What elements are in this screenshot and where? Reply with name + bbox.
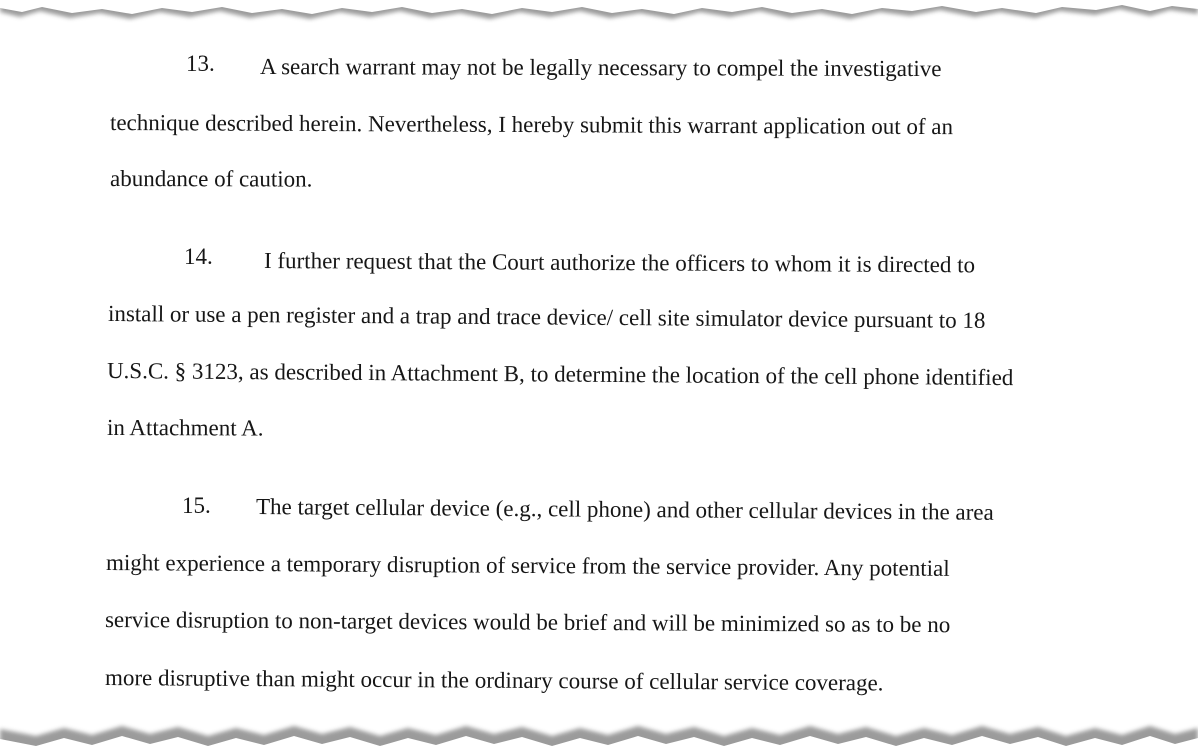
paragraph-line: might experience a temporary disruption of service from the service provider. Any potential (105, 550, 950, 581)
paragraph-line: abundance of caution. (109, 166, 313, 192)
paragraph-number: 14. (184, 244, 213, 269)
paragraph-line: I further request that the Court authorize the officers to whom it is directed to (263, 248, 976, 278)
paragraph-line: U.S.C. § 3123, as described in Attachment B, to determine the location of the cell phone identified (106, 358, 1014, 391)
paragraph-number: 13. (186, 51, 215, 76)
paragraph-line: A search warrant may not be legally necessary to compel the investigative (259, 54, 942, 82)
paragraph-line: more disruptive than might occur in the ordinary course of cellular service coverage. (104, 665, 884, 696)
paragraph-line: The target cellular device (e.g., cell phone) and other cellular devices in the area (255, 494, 994, 525)
paragraph-line: technique described herein. Nevertheless, I hereby submit this warrant application out of an (109, 110, 954, 140)
paragraph-line: service disruption to non-target devices would be brief and will be minimized so as to be no (104, 607, 951, 638)
paragraph-number: 15. (182, 493, 211, 518)
paragraph-line: in Attachment A. (106, 415, 264, 441)
paragraph-line: install or use a pen register and a trap and trace device/ cell site simulator device pursuant to 18 (107, 301, 986, 333)
